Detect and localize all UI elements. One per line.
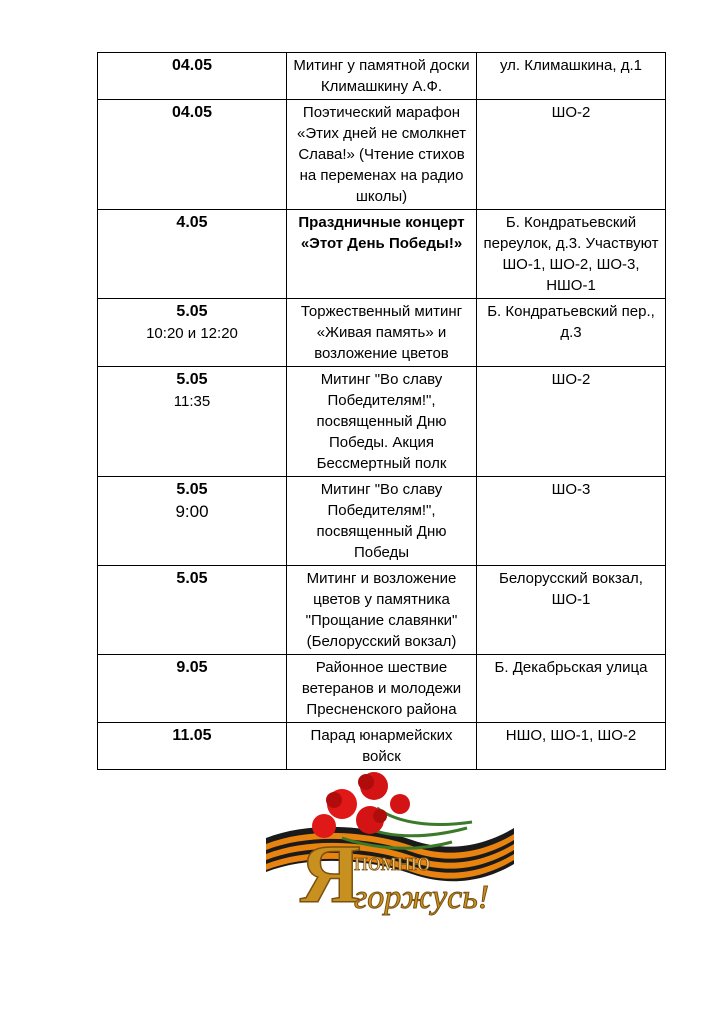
event-cell xyxy=(287,299,477,367)
table-row xyxy=(98,53,666,100)
event-cell xyxy=(287,100,477,210)
time: 11:35 xyxy=(173,393,211,410)
date: 11.05 xyxy=(172,727,212,744)
date-cell xyxy=(98,566,287,655)
date-cell xyxy=(98,477,287,566)
victory-day-emblem xyxy=(262,768,520,920)
date-cell xyxy=(98,53,287,100)
events-table xyxy=(97,52,666,770)
place-cell xyxy=(477,566,666,655)
event-cell xyxy=(287,53,477,100)
event: Парад юнармейских войск xyxy=(310,727,453,765)
table-row xyxy=(98,299,666,367)
event: Митинг "Во славу Победителям!", посвященный Дню Победы. Акция Бессмертный полк xyxy=(316,371,447,472)
table-row xyxy=(98,566,666,655)
time: 10:20 и 12:20 xyxy=(146,325,238,342)
event-cell xyxy=(287,477,477,566)
date-cell xyxy=(98,210,287,299)
date: 5.05 xyxy=(176,481,208,498)
event-cell xyxy=(287,210,477,299)
date: 5.05 xyxy=(176,371,208,388)
time: 9:00 xyxy=(175,502,209,521)
table-row xyxy=(98,367,666,477)
emblem-text-line2: горжусь! xyxy=(354,879,490,916)
event: Поэтический марафон «Этих дней не смолкнет Слава!» (Чтение стихов на переменах на радио школы) xyxy=(297,104,466,205)
place-cell xyxy=(477,655,666,723)
place: Белорусский вокзал, ШО-1 xyxy=(499,570,643,608)
place: Б. Кондратьевский пер., д.3 xyxy=(487,303,655,341)
place-cell xyxy=(477,477,666,566)
event-cell xyxy=(287,723,477,770)
place-cell xyxy=(477,100,666,210)
place-cell xyxy=(477,367,666,477)
date-cell xyxy=(98,367,287,477)
place: ШО-2 xyxy=(551,371,591,388)
event: Митинг "Во славу Победителям!", посвященный Дню Победы xyxy=(316,481,447,561)
event: Торжественный митинг «Живая память» и возложение цветов xyxy=(300,303,463,362)
date-cell xyxy=(98,100,287,210)
table-row xyxy=(98,477,666,566)
event-cell xyxy=(287,367,477,477)
table-row xyxy=(98,655,666,723)
date: 04.05 xyxy=(171,104,213,121)
place-cell xyxy=(477,53,666,100)
place: Б. Кондратьевский переулок, д.3. Участвуют ШО-1, ШО-2, ШО-3, НШО-1 xyxy=(483,214,659,294)
date: 04.05 xyxy=(171,57,213,74)
event-cell xyxy=(287,566,477,655)
date-cell xyxy=(98,655,287,723)
place-cell xyxy=(477,723,666,770)
place-cell xyxy=(477,210,666,299)
event-cell xyxy=(287,655,477,723)
event: Митинг у памятной доски Климашкину А.Ф. xyxy=(293,57,470,95)
date: 4.05 xyxy=(176,214,208,231)
date: 9.05 xyxy=(176,659,208,676)
place: Б. Декабрьская улица xyxy=(494,659,648,676)
table-row xyxy=(98,723,666,770)
table-row xyxy=(98,100,666,210)
emblem-letter: Я xyxy=(300,828,361,920)
event: Митинг и возложение цветов у памятника "Прощание славянки" (Белорусский вокзал) xyxy=(305,570,458,650)
table-row xyxy=(98,210,666,299)
place: НШО, ШО-1, ШО-2 xyxy=(505,727,637,744)
event: Праздничные концерт «Этот День Победы!» xyxy=(298,214,465,252)
date: 5.05 xyxy=(176,303,208,320)
letter-ya-icon xyxy=(300,828,361,920)
date-cell xyxy=(98,299,287,367)
place: ул. Климашкина, д.1 xyxy=(500,57,642,74)
date-cell xyxy=(98,723,287,770)
place: ШО-3 xyxy=(551,481,591,498)
place-cell xyxy=(477,299,666,367)
emblem-text-line1: помню xyxy=(354,847,431,876)
place: ШО-2 xyxy=(551,104,591,121)
event: Районное шествие ветеранов и молодежи Пресненского района xyxy=(301,659,462,718)
date: 5.05 xyxy=(176,570,208,587)
